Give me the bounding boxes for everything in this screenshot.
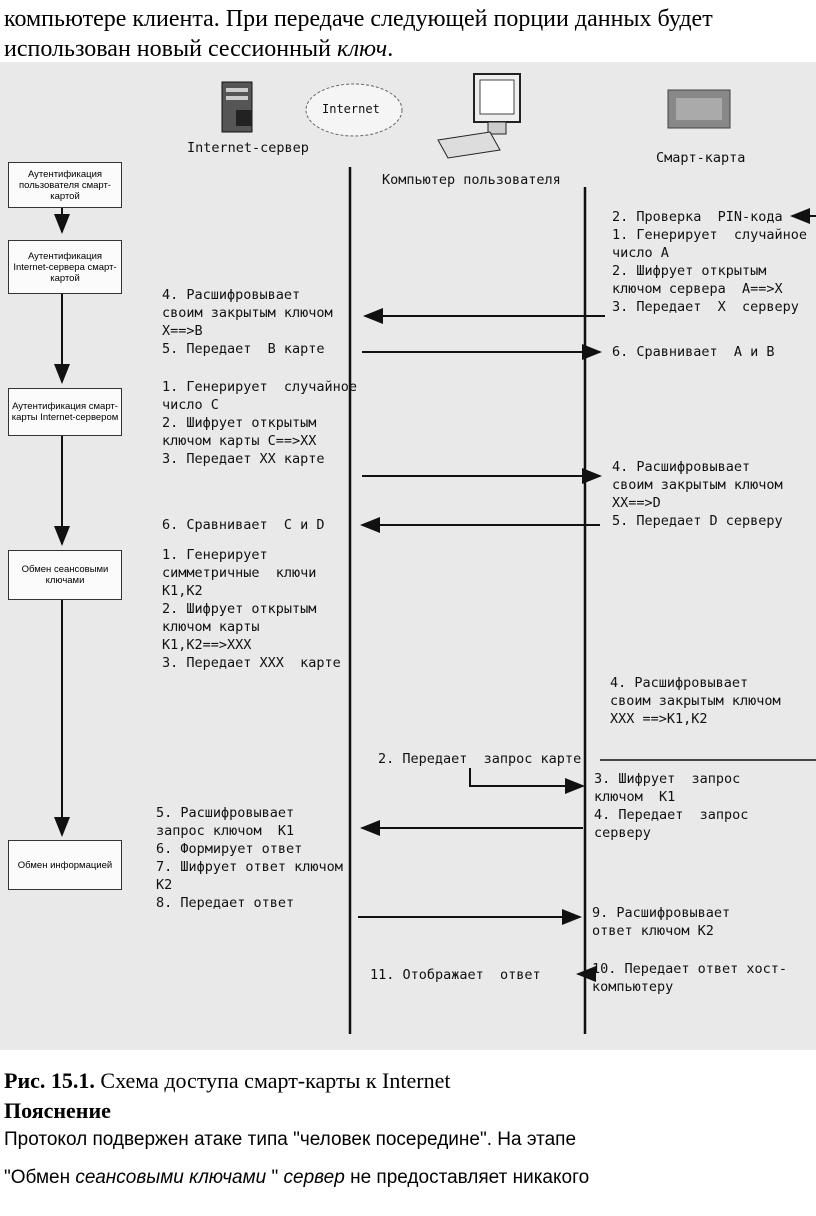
- intro-line-2: использован новый сессионный ключ.: [4, 36, 394, 62]
- card-step-encrypt-request: 3. Шифрует запрос ключом K1 4. Передает запрос серверу: [594, 771, 749, 841]
- figure-caption: Рис. 15.1. Схема доступа смарт-карты к Internet: [4, 1068, 451, 1093]
- card-label: Смарт-карта: [656, 150, 746, 166]
- computer-step-display: 11. Отображает ответ: [370, 967, 541, 983]
- card-step-decrypt-keys: 4. Расшифровывает своим закрытым ключом XXX ==>K1,K2: [610, 675, 781, 727]
- computer-icon: [438, 74, 520, 158]
- sequence-diagram: [0, 62, 816, 1050]
- card-step-decrypt-response: 9. Расшифровывает ответ ключом K2: [592, 905, 731, 939]
- server-step-respond: 5. Расшифровывает запрос ключом K1 6. Формирует ответ 7. Шифрует ответ ключом K2 8. Передает ответ: [156, 805, 343, 911]
- intro-line-1: компьютере клиента. При передаче следующей порции данных будет: [4, 6, 713, 32]
- explanation-title: Пояснение: [4, 1098, 111, 1123]
- server-step-generate-c: 1. Генерирует случайное число C 2. Шифрует открытым ключом карты C==>XX 3. Передает XX карте: [162, 379, 358, 467]
- server-label: Internet-сервер: [187, 140, 309, 156]
- computer-label: Компьютер пользователя: [382, 172, 561, 188]
- card-step-pass-response: 10. Передает ответ хост- компьютеру: [592, 961, 788, 995]
- card-step-pin: 2. Проверка PIN-кода 1. Генерирует случайное число A 2. Шифрует открытым ключом сервера A==>X 3. Передает X серверу: [612, 209, 808, 315]
- server-icon: [222, 82, 252, 132]
- explanation-line-2: "Обмен сеансовыми ключами " сервер не предоставляет никакого: [4, 1167, 590, 1188]
- explanation-line-1: Протокол подвержен атаке типа "человек посередине". На этапе: [4, 1129, 577, 1150]
- server-step-decrypt-x: 4. Расшифровывает своим закрытым ключом X==>B 5. Передает B карте: [162, 287, 333, 357]
- intro-paragraph: [4, 4, 812, 64]
- computer-step-send-request: 2. Передает запрос карте: [378, 751, 582, 767]
- stage-user-auth: Аутентификация пользователя смарт-картой: [8, 162, 122, 208]
- card-step-compare-ab: 6. Сравнивает A и B: [612, 344, 775, 360]
- server-step-generate-keys: 1. Генерирует симметричные ключи K1,K2 2. Шифрует открытым ключом карты K1,K2==>XXX 3. Передает XXX карте: [162, 547, 341, 671]
- stage-server-auth: Аутентификация Internet-сервера смарт-картой: [8, 240, 122, 294]
- stage-card-auth: Аутентификация смарт-карты Internet-сервером: [8, 388, 122, 436]
- stage-key-exchange: Обмен сеансовыми ключами: [8, 550, 122, 600]
- smart-card-icon: [668, 90, 730, 128]
- cloud-label: Internet: [322, 102, 380, 116]
- stage-info-exchange: Обмен информацией: [8, 840, 122, 890]
- server-step-compare-cd: 6. Сравнивает C и D: [162, 517, 325, 533]
- card-step-decrypt-xx: 4. Расшифровывает своим закрытым ключом XX==>D 5. Передает D серверу: [612, 459, 783, 529]
